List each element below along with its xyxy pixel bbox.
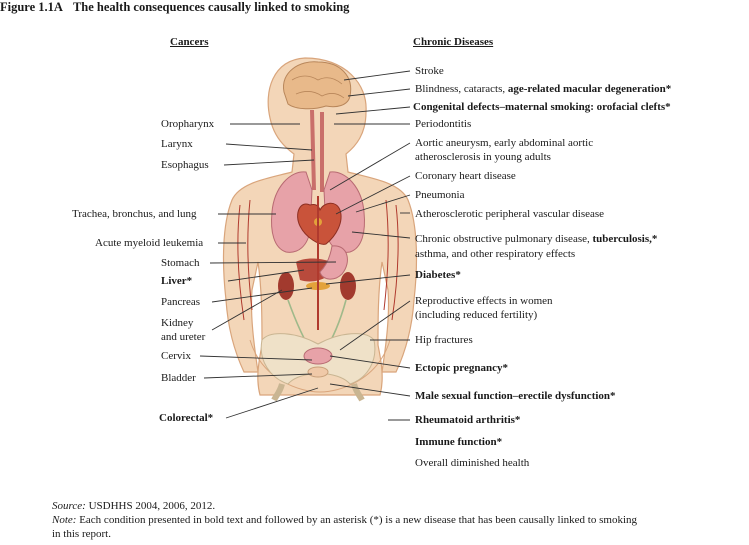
cancer-label-colorectal: Colorectal* bbox=[159, 412, 214, 424]
disease-label-male-sexual: Male sexual function–erectile dysfunction* bbox=[415, 390, 616, 402]
disease-label-aortic-2: atherosclerosis in young adults bbox=[415, 151, 551, 163]
disease-label-blindness: Blindness, cataracts, age-related macular degeneration* bbox=[415, 83, 672, 95]
cancer-label-esophagus: Esophagus bbox=[161, 159, 209, 171]
right-kidney-illustration bbox=[340, 272, 356, 300]
source-note: Source: USDHHS 2004, 2006, 2012. bbox=[52, 500, 216, 512]
cancers-heading: Cancers bbox=[170, 36, 209, 48]
cancer-label-liver: Liver* bbox=[161, 275, 193, 287]
disease-label-congenital: Congenital defects–maternal smoking: orofacial clefts* bbox=[413, 101, 671, 113]
cancer-label-cervix: Cervix bbox=[161, 350, 191, 362]
bladder-illustration bbox=[308, 367, 328, 377]
disease-label-atherosclerotic: Atherosclerotic peripheral vascular disease bbox=[415, 208, 605, 220]
cancer-label-kidney: Kidney bbox=[161, 317, 194, 329]
chronic-diseases-heading: Chronic Diseases bbox=[413, 36, 494, 48]
disease-label-coronary: Coronary heart disease bbox=[415, 170, 516, 182]
disease-label-pneumonia: Pneumonia bbox=[415, 189, 465, 201]
cancer-label-ureter: and ureter bbox=[161, 331, 206, 343]
brain-illustration bbox=[283, 62, 350, 109]
figure-label: Figure 1.1A bbox=[0, 0, 63, 14]
disease-label-repro-2: (including reduced fertility) bbox=[415, 309, 538, 321]
figure-caption: The health consequences causally linked to smoking bbox=[72, 0, 350, 14]
explanatory-note-2: in this report. bbox=[52, 528, 111, 540]
disease-label-aortic-1: Aortic aneurysm, early abdominal aortic bbox=[415, 137, 594, 149]
cancer-label-larynx: Larynx bbox=[161, 138, 193, 150]
cancer-label-oropharynx: Oropharynx bbox=[161, 118, 215, 130]
explanatory-note: Note: Each condition presented in bold text and followed by an asterisk (*) is a new disease that has been causally linked to smoking bbox=[52, 514, 638, 526]
disease-label-periodontitis: Periodontitis bbox=[415, 118, 472, 130]
uterus-illustration bbox=[304, 348, 332, 364]
disease-label-overall: Overall diminished health bbox=[415, 457, 530, 469]
cancer-label-lung: Trachea, bronchus, and lung bbox=[72, 208, 197, 220]
disease-label-stroke: Stroke bbox=[415, 65, 444, 77]
disease-label-rheumatoid: Rheumatoid arthritis* bbox=[415, 414, 521, 426]
left-kidney-illustration bbox=[278, 272, 294, 300]
disease-label-copd-2: asthma, and other respiratory effects bbox=[415, 248, 576, 260]
disease-label-diabetes: Diabetes* bbox=[415, 269, 461, 281]
disease-label-copd: Chronic obstructive pulmonary disease, tuberculosis,* bbox=[415, 233, 658, 245]
disease-label-repro-1: Reproductive effects in women bbox=[415, 295, 553, 307]
disease-label-immune: Immune function* bbox=[415, 436, 503, 448]
disease-label-ectopic: Ectopic pregnancy* bbox=[415, 362, 508, 374]
cancer-label-leukemia: Acute myeloid leukemia bbox=[95, 237, 204, 249]
disease-label-hip: Hip fractures bbox=[415, 334, 473, 346]
cancer-label-pancreas: Pancreas bbox=[161, 296, 201, 308]
cancer-label-stomach: Stomach bbox=[161, 257, 200, 269]
cancer-label-bladder: Bladder bbox=[161, 372, 196, 384]
